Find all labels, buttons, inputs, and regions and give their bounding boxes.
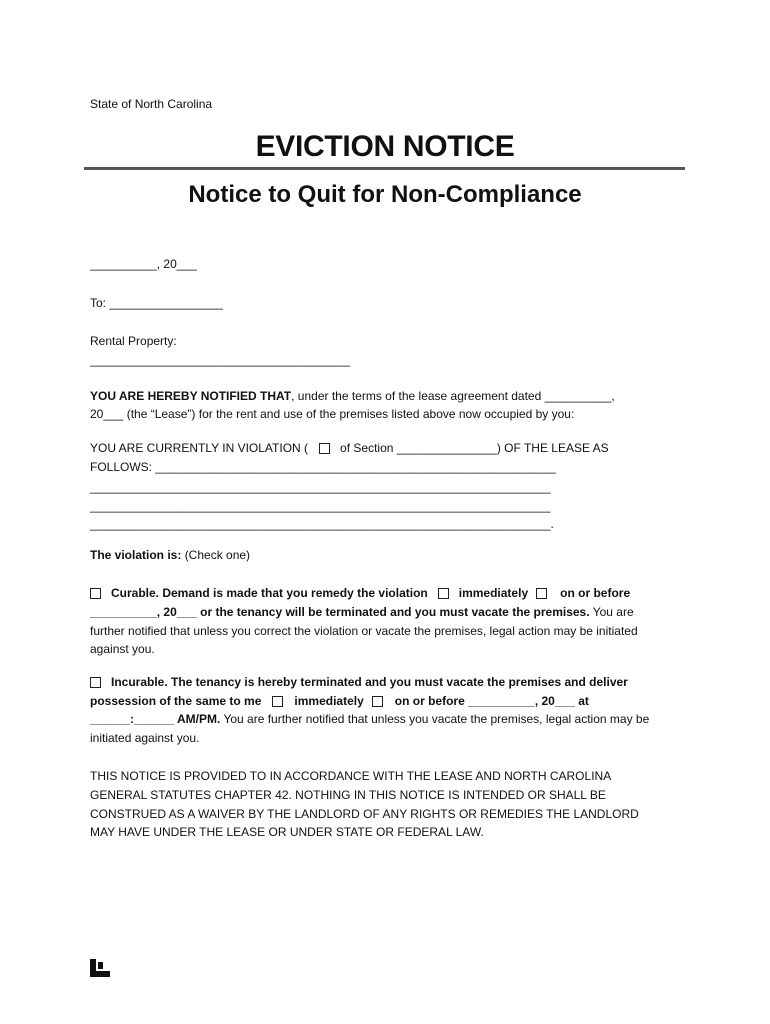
incurable-immediately-checkbox[interactable] [272, 696, 283, 707]
rental-property-field[interactable]: _______________________________________ [90, 353, 351, 367]
curable-line-2-rest: You are [592, 605, 634, 619]
statute-line-1: THIS NOTICE IS PROVIDED TO IN ACCORDANCE WITH THE LEASE AND NORTH CAROLINA [90, 769, 612, 783]
curable-line-3: further notified that unless you correct the violation or vacate the premises, legal action may be initiated [90, 624, 638, 638]
curable-on-or-before-label: on or before [560, 586, 631, 600]
curable-deadline[interactable]: __________, 20___ or the tenancy will be terminated and you must vacate the premises. [90, 605, 590, 619]
violation-end: of Section _______________) OF THE LEASE AS [340, 441, 609, 455]
incurable-checkbox[interactable] [90, 677, 101, 688]
incurable-lead: Incurable. The tenancy is hereby terminated and you must vacate the premises and deliver [111, 675, 628, 689]
curable-line-4: against you. [90, 642, 155, 656]
incurable-line-3-rest: You are further notified that unless you vacate the premises, legal action may be [223, 712, 650, 726]
rental-property-label: Rental Property: [90, 334, 177, 348]
statute-line-4: MAY HAVE UNDER THE LEASE OR UNDER STATE OR FEDERAL LAW. [90, 825, 484, 839]
curable-checkbox[interactable] [90, 588, 101, 599]
violation-line-4[interactable]: _____________________________________________________________________ [90, 499, 551, 513]
curable-immediately-checkbox[interactable] [438, 588, 449, 599]
violation-type-heading [90, 547, 250, 563]
state-label: State of North Carolina [90, 97, 213, 111]
violation-type-label: The violation is: [90, 548, 182, 562]
curable-lead: Curable. Demand is made that you remedy the violation [111, 586, 428, 600]
incurable-line-3 [90, 711, 649, 727]
incurable-time[interactable]: ______:______ AM/PM. [90, 712, 221, 726]
violation-start: YOU ARE CURRENTLY IN VIOLATION ( [90, 441, 309, 455]
title-divider [84, 167, 685, 170]
recipient-field[interactable]: To: _________________ [90, 296, 223, 310]
page-title: EVICTION NOTICE [255, 130, 515, 163]
notified-line-1 [90, 388, 615, 404]
notified-rest: , under the terms of the lease agreement dated __________, [291, 389, 615, 403]
legal-templates-logo-icon [90, 959, 110, 977]
incurable-line-2 [90, 693, 589, 709]
incurable-possession: possession of the same to me [90, 694, 262, 708]
violation-line-2[interactable]: FOLLOWS: ____________________________________________________________ [90, 460, 556, 474]
curable-on-or-before-checkbox[interactable] [536, 588, 547, 599]
date-field[interactable]: __________, 20___ [90, 257, 197, 271]
incurable-on-or-before-label[interactable]: on or before __________, 20___ at [394, 694, 589, 708]
violation-line-1 [90, 440, 609, 456]
curable-line-1 [90, 585, 630, 601]
page-subtitle: Notice to Quit for Non-Compliance [188, 181, 582, 208]
curable-line-2 [90, 604, 634, 620]
notified-lead: YOU ARE HEREBY NOTIFIED THAT [90, 389, 292, 403]
statute-line-2: GENERAL STATUTES CHAPTER 42. NOTHING IN THIS NOTICE IS INTENDED OR SHALL BE [90, 788, 606, 802]
incurable-line-1 [90, 674, 628, 690]
curable-immediately-label: immediately [458, 586, 529, 600]
violation-type-hint: (Check one) [184, 548, 251, 562]
violation-section-checkbox[interactable] [319, 443, 330, 454]
incurable-immediately-label: immediately [294, 694, 364, 708]
violation-line-3[interactable]: _____________________________________________________________________ [90, 480, 551, 494]
violation-line-5[interactable]: _____________________________________________________________________. [90, 517, 554, 531]
incurable-line-4: initiated against you. [90, 731, 200, 745]
incurable-on-or-before-checkbox[interactable] [372, 696, 383, 707]
notified-line-2: 20___ (the “Lease”) for the rent and use of the premises listed above now occupied by you: [90, 407, 575, 421]
statute-line-3: CONSTRUED AS A WAIVER BY THE LANDLORD OF ANY RIGHTS OR REMEDIES THE LANDLORD [90, 807, 639, 821]
